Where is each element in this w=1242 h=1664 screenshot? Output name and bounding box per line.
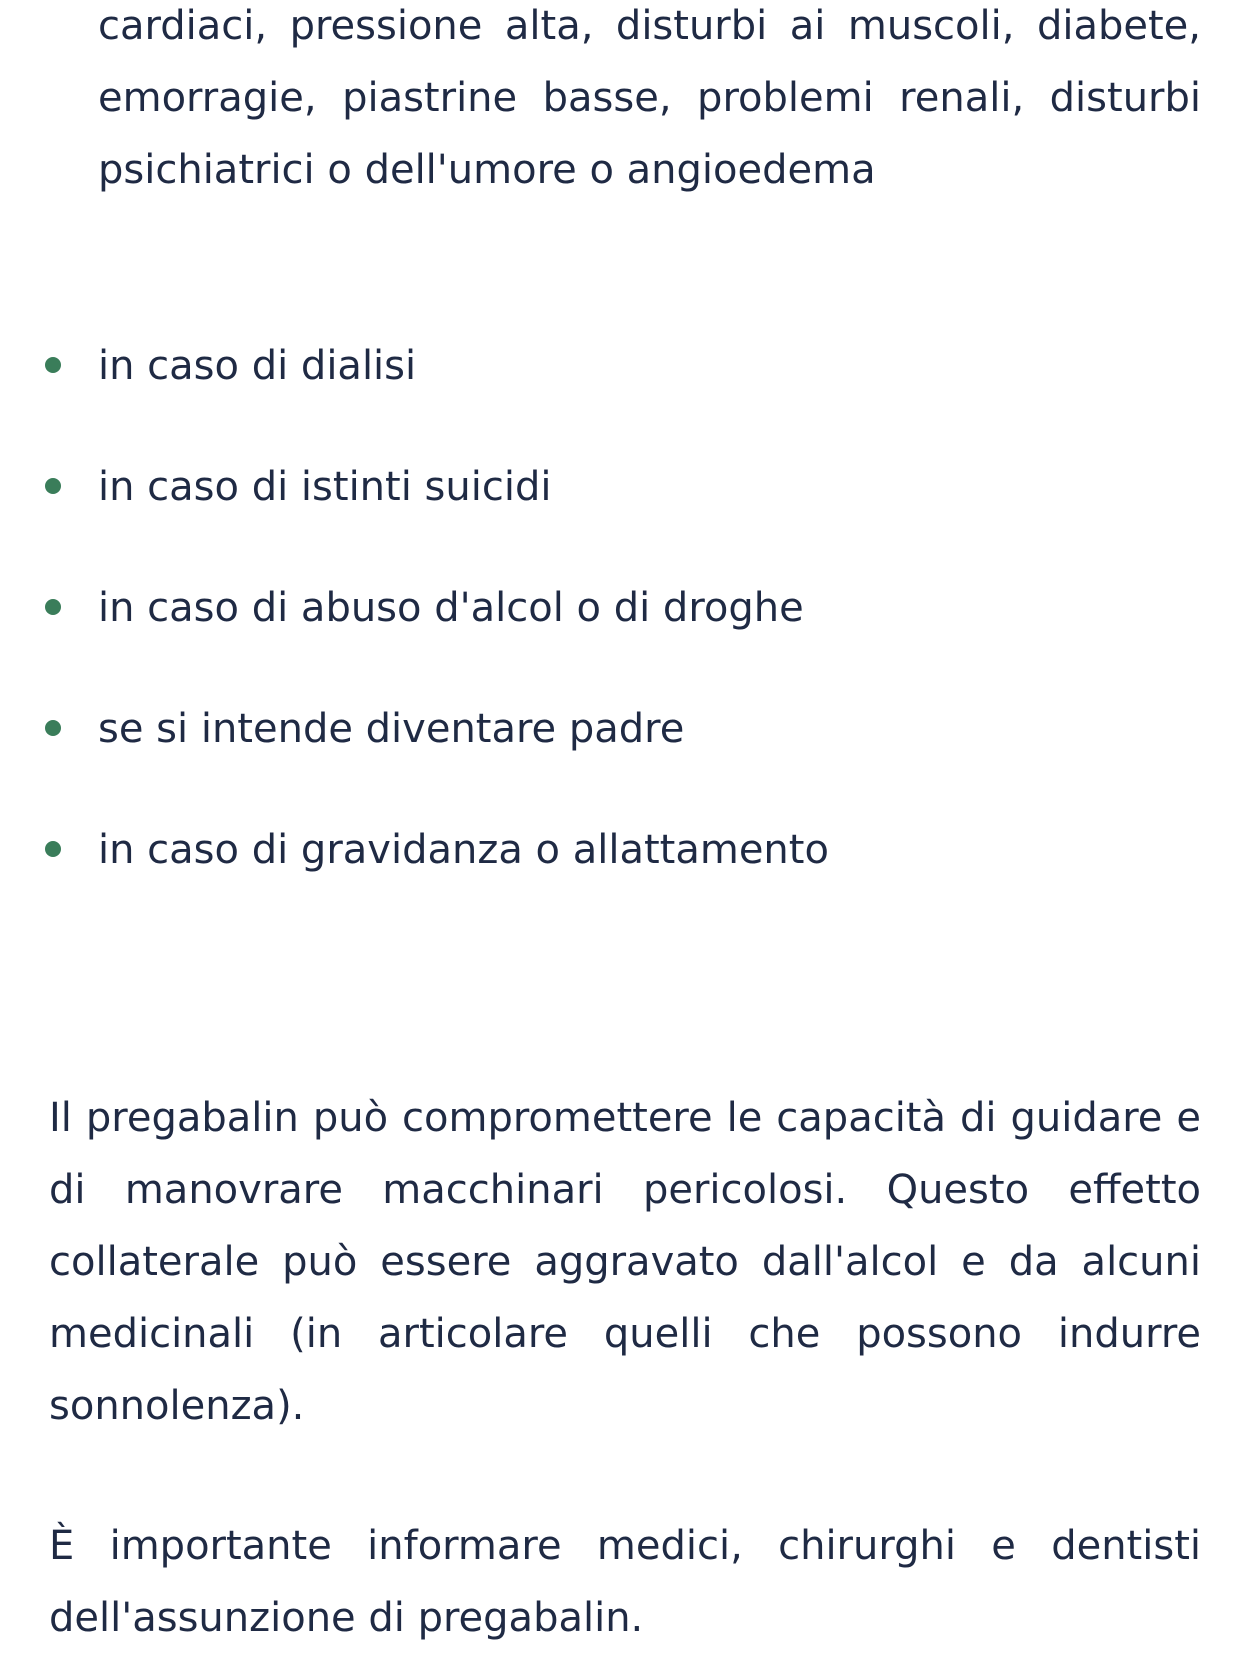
list-item: [0, 447, 1242, 568]
bullet-icon: [45, 720, 61, 736]
paragraph-driving-warning: Il pregabalin può compromettere le capacità di guidare e di manovrare macchinari pericolosi. Questo effetto collaterale può essere aggravato dall'alcol e da alcuni medicinali (in articolare quelli che possono indurre sonnolenza).: [49, 1095, 1201, 1429]
list-item-text: in caso di istinti suicidi: [98, 464, 552, 510]
paragraph-inform-doctors: È importante informare medici, chirurghi e dentisti dell'assunzione di pregabalin.: [49, 1523, 1201, 1641]
list-item-text: in caso di abuso d'alcol o di droghe: [98, 585, 804, 631]
bullet-icon: [45, 599, 61, 615]
list-item: [0, 810, 1242, 931]
list-item-text: in caso di gravidanza o allattamento: [98, 827, 829, 873]
list-item: [0, 326, 1242, 447]
list-item: [0, 689, 1242, 810]
list-item-text: in caso di dialisi: [98, 343, 417, 389]
list-item: [0, 568, 1242, 689]
bullet-icon: [45, 478, 61, 494]
list-item-text: se si intende diventare padre: [98, 706, 685, 752]
bullet-list: [0, 326, 1242, 931]
bullet-icon: [45, 841, 61, 857]
bullet-icon: [45, 357, 61, 373]
continued-list-item-text: cardiaci, pressione alta, disturbi ai muscoli, diabete, emorragie, piastrine basse, problemi renali, disturbi psichiatrici o dell'umore o angioedema: [98, 3, 1201, 193]
